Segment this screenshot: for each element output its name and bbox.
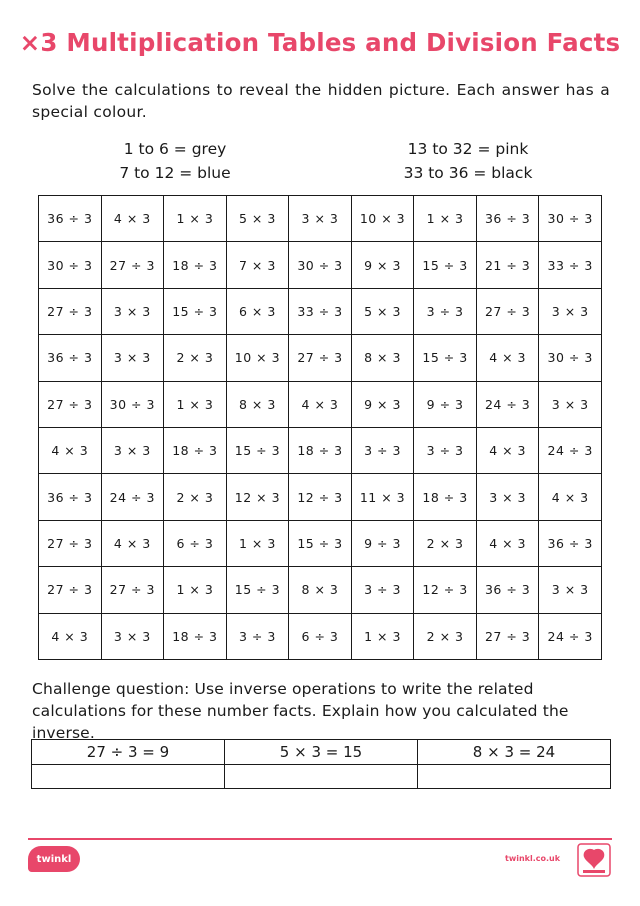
grid-cell[interactable]: 36 ÷ 3 xyxy=(539,520,602,566)
grid-row xyxy=(39,427,602,473)
grid-cell[interactable]: 18 ÷ 3 xyxy=(164,427,227,473)
grid-cell[interactable]: 2 × 3 xyxy=(164,335,227,381)
grid-cell[interactable]: 3 ÷ 3 xyxy=(351,567,414,613)
grid-cell[interactable]: 27 ÷ 3 xyxy=(39,520,102,566)
grid-cell[interactable]: 6 ÷ 3 xyxy=(164,520,227,566)
grid-cell[interactable]: 4 × 3 xyxy=(289,381,352,427)
grid-cell[interactable]: 3 × 3 xyxy=(101,613,164,659)
grid-cell[interactable]: 36 ÷ 3 xyxy=(39,335,102,381)
key-item-blue: 7 to 12 = blue xyxy=(119,164,231,182)
grid-row xyxy=(39,196,602,242)
grid-cell[interactable]: 9 ÷ 3 xyxy=(414,381,477,427)
grid-row xyxy=(39,567,602,613)
grid-cell[interactable]: 9 ÷ 3 xyxy=(351,520,414,566)
grid-cell[interactable]: 4 × 3 xyxy=(101,196,164,242)
grid-cell[interactable]: 1 × 3 xyxy=(226,520,289,566)
grid-cell[interactable]: 33 ÷ 3 xyxy=(539,242,602,288)
grid-cell[interactable]: 36 ÷ 3 xyxy=(39,196,102,242)
grid-cell[interactable]: 24 ÷ 3 xyxy=(539,613,602,659)
grid-cell[interactable]: 8 × 3 xyxy=(289,567,352,613)
grid-cell[interactable]: 2 × 3 xyxy=(414,613,477,659)
grid-cell[interactable]: 4 × 3 xyxy=(101,520,164,566)
grid-cell[interactable]: 3 × 3 xyxy=(539,381,602,427)
grid-row xyxy=(39,288,602,334)
answer-cell[interactable] xyxy=(225,765,418,789)
grid-cell[interactable]: 3 ÷ 3 xyxy=(226,613,289,659)
grid-cell[interactable]: 27 ÷ 3 xyxy=(289,335,352,381)
grid-cell[interactable]: 4 × 3 xyxy=(39,427,102,473)
grid-cell[interactable]: 1 × 3 xyxy=(414,196,477,242)
grid-cell[interactable]: 30 ÷ 3 xyxy=(539,335,602,381)
grid-cell[interactable]: 3 × 3 xyxy=(101,335,164,381)
grid-cell[interactable]: 15 ÷ 3 xyxy=(226,567,289,613)
grid-cell[interactable]: 3 × 3 xyxy=(539,567,602,613)
grid-cell[interactable]: 1 × 3 xyxy=(164,567,227,613)
grid-cell[interactable]: 30 ÷ 3 xyxy=(39,242,102,288)
key-item-pink: 13 to 32 = pink xyxy=(407,140,529,158)
logo-text: twinkl xyxy=(36,853,72,865)
grid-row xyxy=(39,381,602,427)
grid-cell[interactable]: 10 × 3 xyxy=(226,335,289,381)
grid-cell[interactable]: 3 × 3 xyxy=(476,474,539,520)
hidden-picture-grid xyxy=(38,195,602,660)
key-item-grey: 1 to 6 = grey xyxy=(123,140,227,158)
grid-cell[interactable]: 30 ÷ 3 xyxy=(101,381,164,427)
grid-cell[interactable]: 15 ÷ 3 xyxy=(414,335,477,381)
twinkl-logo xyxy=(28,846,80,872)
grid-cell[interactable]: 10 × 3 xyxy=(351,196,414,242)
grid-cell[interactable]: 27 ÷ 3 xyxy=(476,613,539,659)
grid-cell[interactable]: 2 × 3 xyxy=(414,520,477,566)
grid-cell[interactable]: 33 ÷ 3 xyxy=(289,288,352,334)
fact-cell: 8 × 3 = 24 xyxy=(418,740,611,765)
site-url[interactable]: twinkl.co.uk xyxy=(505,854,561,863)
answer-cell[interactable] xyxy=(418,765,611,789)
grid-cell[interactable]: 15 ÷ 3 xyxy=(164,288,227,334)
grid-cell[interactable]: 27 ÷ 3 xyxy=(476,288,539,334)
answer-cell[interactable] xyxy=(32,765,225,789)
grid-cell[interactable]: 12 ÷ 3 xyxy=(414,567,477,613)
grid-cell[interactable]: 36 ÷ 3 xyxy=(476,196,539,242)
grid-cell[interactable]: 21 ÷ 3 xyxy=(476,242,539,288)
grid-cell[interactable]: 2 × 3 xyxy=(164,474,227,520)
number-facts-table xyxy=(31,739,611,789)
quality-badge-icon xyxy=(576,842,612,878)
grid-cell[interactable]: 18 ÷ 3 xyxy=(414,474,477,520)
grid-cell[interactable]: 18 ÷ 3 xyxy=(164,242,227,288)
grid-cell[interactable]: 4 × 3 xyxy=(476,335,539,381)
grid-cell[interactable]: 4 × 3 xyxy=(539,474,602,520)
fact-cell: 5 × 3 = 15 xyxy=(225,740,418,765)
grid-cell[interactable]: 1 × 3 xyxy=(164,381,227,427)
grid-cell[interactable]: 24 ÷ 3 xyxy=(539,427,602,473)
grid-cell[interactable]: 18 ÷ 3 xyxy=(289,427,352,473)
grid-cell[interactable]: 36 ÷ 3 xyxy=(39,474,102,520)
grid-cell[interactable]: 27 ÷ 3 xyxy=(101,567,164,613)
colour-key-right xyxy=(383,137,553,185)
grid-cell[interactable]: 3 × 3 xyxy=(101,427,164,473)
grid-cell[interactable]: 3 ÷ 3 xyxy=(414,427,477,473)
grid-cell[interactable]: 9 × 3 xyxy=(351,242,414,288)
grid-cell[interactable]: 27 ÷ 3 xyxy=(101,242,164,288)
grid-cell[interactable]: 5 × 3 xyxy=(351,288,414,334)
grid-cell[interactable]: 27 ÷ 3 xyxy=(39,567,102,613)
grid-cell[interactable]: 15 ÷ 3 xyxy=(289,520,352,566)
grid-cell[interactable]: 36 ÷ 3 xyxy=(476,567,539,613)
grid-row xyxy=(39,613,602,659)
grid-cell[interactable]: 1 × 3 xyxy=(351,613,414,659)
grid-cell[interactable]: 24 ÷ 3 xyxy=(476,381,539,427)
grid-cell[interactable]: 30 ÷ 3 xyxy=(539,196,602,242)
grid-row xyxy=(39,242,602,288)
grid-cell[interactable]: 5 × 3 xyxy=(226,196,289,242)
grid-cell[interactable]: 3 ÷ 3 xyxy=(351,427,414,473)
grid-cell[interactable]: 11 × 3 xyxy=(351,474,414,520)
grid-cell[interactable]: 3 × 3 xyxy=(101,288,164,334)
grid-cell[interactable]: 12 ÷ 3 xyxy=(289,474,352,520)
page-title: ×3 Multiplication Tables and Division Facts xyxy=(19,28,621,57)
grid-cell[interactable]: 4 × 3 xyxy=(39,613,102,659)
grid-cell[interactable]: 27 ÷ 3 xyxy=(39,381,102,427)
grid-row xyxy=(39,335,602,381)
grid-cell[interactable]: 3 × 3 xyxy=(539,288,602,334)
grid-cell[interactable]: 12 × 3 xyxy=(226,474,289,520)
colour-key-left xyxy=(90,137,260,185)
footer-divider xyxy=(28,838,612,840)
key-item-black: 33 to 36 = black xyxy=(403,164,533,182)
grid-cell[interactable]: 6 × 3 xyxy=(226,288,289,334)
grid-cell[interactable]: 1 × 3 xyxy=(164,196,227,242)
grid-cell[interactable]: 15 ÷ 3 xyxy=(226,427,289,473)
grid-row xyxy=(39,520,602,566)
grid-cell[interactable]: 4 × 3 xyxy=(476,427,539,473)
grid-row xyxy=(39,474,602,520)
grid-cell[interactable]: 30 ÷ 3 xyxy=(289,242,352,288)
grid-cell[interactable]: 9 × 3 xyxy=(351,381,414,427)
grid-cell[interactable]: 18 ÷ 3 xyxy=(164,613,227,659)
grid-cell[interactable]: 24 ÷ 3 xyxy=(101,474,164,520)
grid-cell[interactable]: 3 ÷ 3 xyxy=(414,288,477,334)
instructions-text: Solve the calculations to reveal the hidden picture. Each answer has a special colour. xyxy=(32,81,610,121)
grid-cell[interactable]: 7 × 3 xyxy=(226,242,289,288)
grid-cell[interactable]: 8 × 3 xyxy=(351,335,414,381)
grid-cell[interactable]: 3 × 3 xyxy=(289,196,352,242)
grid-cell[interactable]: 4 × 3 xyxy=(476,520,539,566)
grid-cell[interactable]: 8 × 3 xyxy=(226,381,289,427)
grid-cell[interactable]: 15 ÷ 3 xyxy=(414,242,477,288)
grid-cell[interactable]: 27 ÷ 3 xyxy=(39,288,102,334)
challenge-question: Challenge question: Use inverse operations to write the related calculations for these number facts. Explain how you calculated the inverse. xyxy=(32,680,569,742)
fact-cell: 27 ÷ 3 = 9 xyxy=(32,740,225,765)
grid-cell[interactable]: 6 ÷ 3 xyxy=(289,613,352,659)
